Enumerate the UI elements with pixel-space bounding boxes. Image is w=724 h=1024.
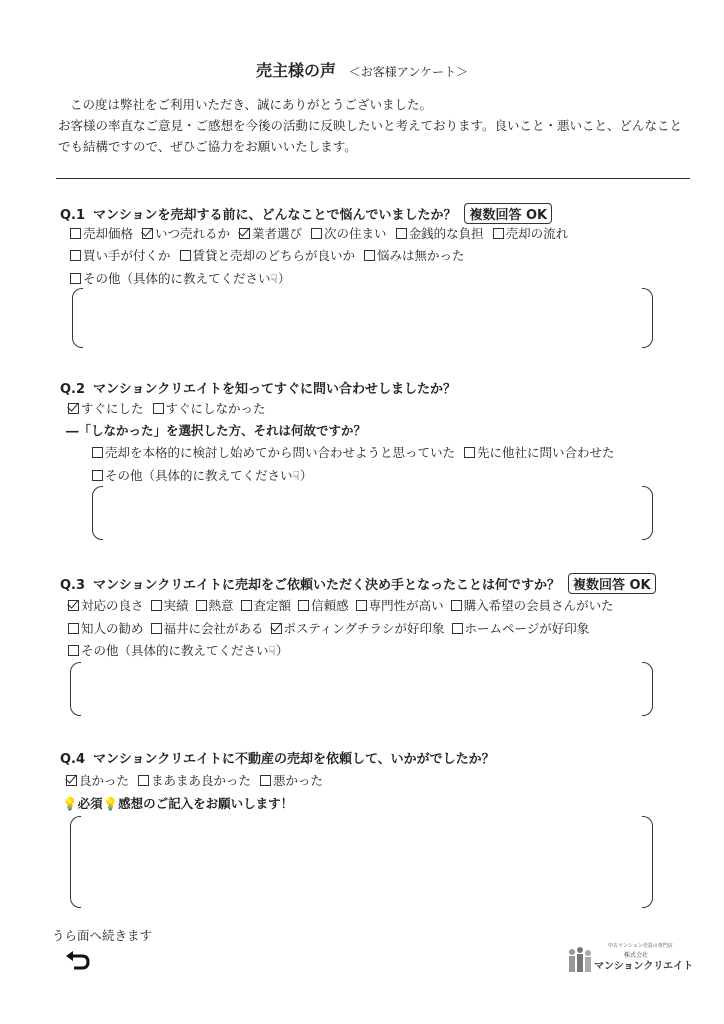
- checked-checkbox[interactable]: [142, 228, 153, 239]
- logo-tagline: 中古マンション売買の専門店: [608, 943, 673, 949]
- checkbox[interactable]: [196, 600, 207, 611]
- option-label: 悪かった: [273, 773, 324, 788]
- option-item[interactable]: [464, 445, 615, 460]
- q1-options-row1: [70, 223, 577, 245]
- answer-box-right-bracket: [642, 662, 653, 716]
- option-label: 査定額: [253, 598, 292, 613]
- page-subtitle: ＜お客様アンケート＞: [348, 65, 469, 79]
- option-item[interactable]: [396, 226, 484, 241]
- lightbulb-icon: 💡: [102, 796, 119, 811]
- checkbox[interactable]: [396, 228, 407, 239]
- checkbox[interactable]: [92, 447, 103, 458]
- pointing-hand-icon: ☟: [268, 644, 276, 658]
- question-number: Q.1: [60, 208, 86, 223]
- continue-note: うら面へ続きます: [52, 928, 153, 943]
- q3-options-row1: [68, 595, 621, 617]
- checkbox[interactable]: [70, 273, 81, 284]
- checked-checkbox[interactable]: [66, 775, 77, 786]
- multiple-answer-badge: 複数回答 OK: [464, 203, 552, 224]
- option-item[interactable]: [311, 226, 387, 241]
- question-text: マンションクリエイトを知ってすぐに問い合わせしましたか？: [93, 382, 456, 397]
- checkbox[interactable]: [298, 600, 309, 611]
- question-4: [60, 748, 495, 767]
- checkbox[interactable]: [493, 228, 504, 239]
- company-logo: [566, 942, 696, 978]
- pointing-hand-icon: ☟: [292, 469, 300, 483]
- question-number: Q.4: [60, 752, 86, 767]
- option-item[interactable]: [298, 598, 349, 613]
- option-label: 良かった: [79, 773, 130, 788]
- survey-title: [0, 58, 724, 81]
- checkbox[interactable]: [260, 775, 271, 786]
- answer-box-left-bracket: [70, 662, 81, 716]
- checkbox[interactable]: [356, 600, 367, 611]
- question-1: [60, 203, 552, 224]
- option-label: すぐにした: [81, 401, 144, 416]
- option-label: すぐにしなかった: [165, 401, 266, 416]
- intro-text: [58, 94, 682, 157]
- answer-box-left-bracket: [92, 486, 103, 540]
- option-label: 次の住まい: [324, 226, 387, 241]
- answer-box-right-bracket: [642, 486, 653, 540]
- answer-box-right-bracket: [642, 816, 653, 908]
- checkbox[interactable]: [153, 403, 164, 414]
- question-text: マンションクリエイトに不動産の売却を依頼して、いかがでしたか？: [93, 752, 495, 767]
- option-item[interactable]: [68, 621, 144, 636]
- question-text: マンションを売却する前に、どんなことで悩んでいましたか？: [93, 208, 457, 223]
- option-item[interactable]: [66, 773, 129, 788]
- option-label: 悩みは無かった: [377, 248, 465, 263]
- option-item[interactable]: [68, 598, 144, 613]
- option-item[interactable]: [70, 226, 133, 241]
- intro-line: お客様の率直なご意見・ご感想を今後の活動に反映したいと考えております。良いこと・悪いこと、どんなこと: [58, 118, 683, 133]
- option-label: 売却を本格的に検討し始めてから問い合わせようと思っていた: [105, 445, 456, 460]
- option-item[interactable]: [70, 248, 171, 263]
- checkbox[interactable]: [92, 470, 103, 481]
- other-label: その他（具体的に教えてください: [81, 643, 269, 658]
- option-label: 先に他社に問い合わせた: [477, 445, 615, 460]
- q2-options-row1: [68, 398, 275, 420]
- checkbox[interactable]: [151, 623, 162, 634]
- question-2: [60, 378, 456, 397]
- answer-box-left-bracket: [70, 816, 81, 908]
- option-item[interactable]: [142, 226, 230, 241]
- page-title: 売主様の声: [255, 61, 336, 80]
- checkbox[interactable]: [451, 600, 462, 611]
- option-item[interactable]: [260, 773, 323, 788]
- intro-line: この度は弊社をご利用いただき、誠にありがとうございました。: [70, 97, 433, 112]
- checked-checkbox[interactable]: [239, 228, 250, 239]
- option-label: 買い手が付くか: [83, 248, 171, 263]
- option-label: いつ売れるか: [155, 226, 231, 241]
- option-label: 知人の勧め: [81, 621, 144, 636]
- option-label: 福井に会社がある: [163, 621, 264, 636]
- turn-page-arrow-icon: [64, 950, 90, 976]
- option-item[interactable]: [151, 621, 264, 636]
- q3-other[interactable]: その他（具体的に教えてください☟）: [68, 640, 288, 662]
- checkbox[interactable]: [180, 250, 191, 261]
- q3-options-row2: [68, 618, 596, 640]
- option-item[interactable]: [241, 598, 292, 613]
- option-label: 売却価格: [83, 226, 134, 241]
- option-item[interactable]: [153, 401, 266, 416]
- divider: [56, 178, 690, 179]
- logo-company-name: マンションクリエイト: [594, 961, 694, 972]
- required-label: 必須: [77, 796, 103, 811]
- checkbox[interactable]: [68, 645, 79, 656]
- q2-other[interactable]: その他（具体的に教えてください☟）: [92, 465, 312, 487]
- option-item[interactable]: [452, 621, 590, 636]
- pointing-hand-icon: ☟: [270, 272, 278, 286]
- q1-options-row2: [70, 245, 474, 267]
- option-label: ホームページが好印象: [464, 621, 590, 636]
- option-item[interactable]: [271, 621, 445, 636]
- option-item[interactable]: [239, 226, 302, 241]
- option-item[interactable]: [151, 598, 189, 613]
- question-3: [60, 573, 656, 594]
- q1-other[interactable]: その他（具体的に教えてください☟）: [70, 268, 290, 290]
- lightbulb-icon: 💡: [62, 796, 78, 811]
- option-label: ポスティングチラシが好印象: [283, 621, 445, 636]
- other-label: その他（具体的に教えてください: [105, 468, 293, 483]
- people-icon: [566, 946, 594, 976]
- option-item[interactable]: [180, 248, 356, 263]
- checkbox[interactable]: [70, 228, 81, 239]
- option-item[interactable]: [196, 598, 234, 613]
- option-label: 実績: [163, 598, 189, 613]
- question-number: Q.2: [60, 382, 86, 397]
- checkbox[interactable]: [364, 250, 375, 261]
- option-label: 対応の良さ: [81, 598, 144, 613]
- option-label: 金銭的な負担: [408, 226, 484, 241]
- q4-request: [62, 793, 293, 815]
- option-label: 信頼感: [311, 598, 349, 613]
- q4-options-row1: [66, 770, 332, 792]
- answer-box-left-bracket: [72, 288, 83, 348]
- option-label: 売却の流れ: [505, 226, 569, 241]
- option-label: 業者選び: [252, 226, 303, 241]
- option-label: 購入希望の会員さんがいた: [463, 598, 614, 613]
- checkbox[interactable]: [464, 447, 475, 458]
- question-text: マンションクリエイトに売却をご依頼いただく決め手となったことは何ですか？: [93, 578, 560, 593]
- answer-box-right-bracket: [642, 288, 653, 348]
- logo-company-type: 株式会社: [624, 952, 649, 959]
- option-label: まあまあ良かった: [151, 773, 252, 788]
- checkbox[interactable]: [70, 250, 81, 261]
- checkbox[interactable]: [68, 623, 79, 634]
- option-item[interactable]: [356, 598, 444, 613]
- option-label: 賃貸と売却のどちらが良いか: [192, 248, 356, 263]
- option-item[interactable]: [92, 445, 455, 460]
- checkbox[interactable]: [241, 600, 252, 611]
- option-item[interactable]: [451, 598, 614, 613]
- q2-followup: ―「しなかった」を選択した方、それは何故ですか？: [66, 423, 367, 438]
- checked-checkbox[interactable]: [68, 403, 79, 414]
- checkbox[interactable]: [452, 623, 463, 634]
- checkbox[interactable]: [138, 775, 149, 786]
- checked-checkbox[interactable]: [271, 623, 282, 634]
- option-item[interactable]: [364, 248, 465, 263]
- multiple-answer-badge: 複数回答 OK: [568, 573, 656, 594]
- option-item[interactable]: [68, 401, 144, 416]
- option-label: 専門性が高い: [368, 598, 444, 613]
- checked-checkbox[interactable]: [68, 600, 79, 611]
- option-item[interactable]: [138, 773, 251, 788]
- checkbox[interactable]: [151, 600, 162, 611]
- option-item[interactable]: [493, 226, 569, 241]
- q2-options-row2: [92, 442, 624, 464]
- request-text: 感想のご記入をお願いします！: [118, 796, 294, 811]
- question-number: Q.3: [60, 578, 86, 593]
- other-label: その他（具体的に教えてください: [83, 271, 271, 286]
- intro-line: でも結構ですので、ぜひご協力をお願いいたします。: [58, 139, 357, 154]
- checkbox[interactable]: [311, 228, 322, 239]
- option-label: 熱意: [208, 598, 234, 613]
